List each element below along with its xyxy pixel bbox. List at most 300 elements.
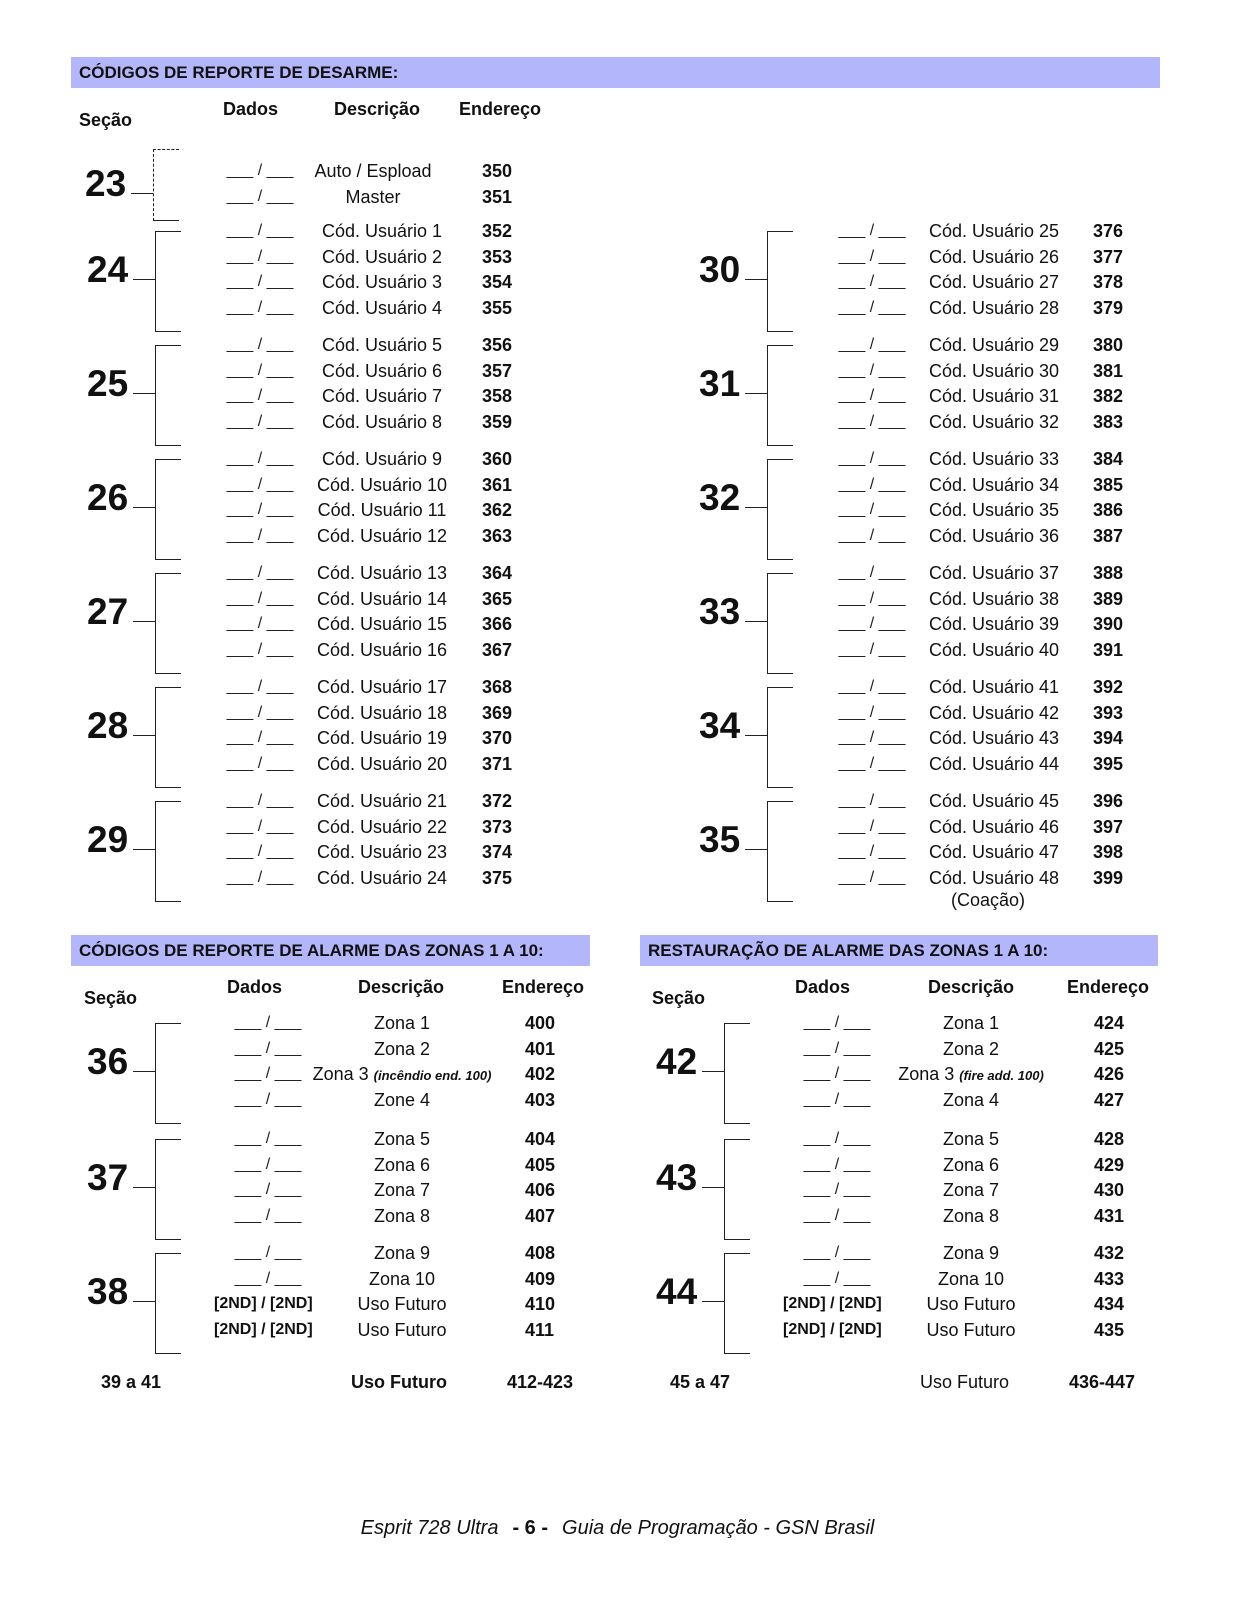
bracket-bottom-tick [767, 901, 793, 902]
row-description [292, 1206, 512, 1226]
data-entry-field[interactable]: ___ / ___ [226, 817, 294, 835]
data-entry-field[interactable]: ___ / ___ [838, 387, 906, 405]
row-address: 369 [482, 702, 513, 723]
data-entry-field[interactable]: ___ / ___ [234, 1181, 302, 1199]
row-description [272, 361, 492, 381]
bracket-top-tick [767, 687, 793, 688]
data-entry-field[interactable]: ___ / ___ [234, 1155, 302, 1173]
row-address: 400 [525, 1013, 556, 1033]
description-text: Zona 10 [937, 1268, 1005, 1289]
description-text: Cód. Usuário 7 [321, 386, 443, 407]
row-address: 433 [1094, 1268, 1125, 1289]
bracket-middle-tick [133, 507, 155, 508]
row-description [884, 526, 1104, 546]
description-text: Zona 3 [312, 1064, 369, 1085]
row-address: 353 [482, 246, 513, 267]
data-entry-field[interactable]: ___ / ___ [226, 615, 294, 633]
row-address: 390 [1093, 614, 1124, 635]
row-address: 359 [482, 412, 513, 433]
data-entry-field[interactable]: ___ / ___ [838, 527, 906, 545]
data-entry-field[interactable]: ___ / ___ [803, 1091, 871, 1109]
footer-title: Guia de Programação - GSN Brasil [562, 1517, 875, 1539]
row-address: 387 [1093, 526, 1124, 547]
restore-zones-banner: RESTAURAÇÃO DE ALARME DAS ZONAS 1 A 10: [640, 935, 1158, 966]
disarm-section-number: 29 [87, 818, 129, 860]
description-text: Cód. Usuário 11 [317, 500, 447, 521]
data-entry-field[interactable]: ___ / ___ [226, 273, 294, 291]
description-text: Uso Futuro [926, 1320, 1016, 1341]
row-description [272, 386, 492, 406]
restore-future-addr: 436-447 [1069, 1372, 1136, 1392]
row-description [292, 1180, 512, 1200]
bracket-vertical-line [767, 459, 768, 560]
data-entry-field[interactable]: ___ / ___ [803, 1065, 871, 1083]
alarm-section-number: 36 [87, 1040, 129, 1082]
data-entry-field[interactable]: ___ / ___ [803, 1207, 871, 1225]
row-description [884, 500, 1104, 520]
description-text: Cód. Usuário 9 [321, 449, 443, 469]
data-entry-field[interactable]: ___ / ___ [803, 1130, 871, 1147]
disarm-section-number: 35 [699, 818, 741, 860]
description-text: Zone 4 [373, 1090, 431, 1111]
data-entry-field[interactable]: ___ / ___ [226, 703, 294, 721]
row-description [292, 1155, 512, 1175]
description-text: Cód. Usuário 43 [928, 728, 1060, 749]
row-address: 380 [1093, 335, 1124, 355]
data-entry-field[interactable]: ___ / ___ [838, 678, 906, 695]
bracket-vertical-line [155, 573, 156, 674]
bracket-middle-tick [702, 1301, 724, 1302]
row-address: 371 [482, 754, 513, 775]
description-text: Cód. Usuário 41 [928, 677, 1060, 697]
row-address: 393 [1093, 702, 1124, 723]
row-address: 374 [482, 842, 513, 863]
data-entry-field[interactable]: ___ / ___ [226, 641, 294, 659]
description-text: Cód. Usuário 26 [928, 246, 1060, 267]
data-entry-field[interactable]: ___ / ___ [226, 755, 294, 773]
description-text: Cód. Usuário 3 [321, 272, 443, 293]
description-text: Cód. Usuário 42 [928, 702, 1060, 723]
description-text: Cód. Usuário 13 [316, 563, 448, 583]
description-text: Cód. Usuário 30 [928, 360, 1060, 381]
row-address: 383 [1093, 412, 1124, 433]
bracket-vertical-line [767, 687, 768, 788]
description-text: Cód. Usuário 15 [316, 614, 448, 635]
row-description [272, 449, 492, 469]
data-entry-field[interactable]: ___ / ___ [838, 413, 906, 431]
row-address: 434 [1094, 1294, 1125, 1315]
data-entry-field[interactable]: ___ / ___ [226, 361, 294, 379]
row-description [292, 1269, 512, 1289]
data-entry-field[interactable]: ___ / ___ [803, 1155, 871, 1173]
bracket-middle-tick [133, 1187, 155, 1188]
description-text: Zona 9 [373, 1243, 431, 1263]
data-entry-field[interactable]: ___ / ___ [838, 703, 906, 721]
row-address: 408 [525, 1243, 556, 1263]
data-entry-field[interactable]: ___ / ___ [226, 387, 294, 405]
description-text: Zona 5 [373, 1129, 431, 1149]
bracket-vertical-line [155, 1139, 156, 1240]
data-entry-field[interactable]: ___ / ___ [838, 475, 906, 493]
row-address: 381 [1093, 360, 1124, 381]
row-address: 367 [482, 640, 513, 661]
bracket-top-tick [155, 1139, 181, 1140]
data-entry-field[interactable]: ___ / ___ [234, 1065, 302, 1083]
row-description [884, 842, 1104, 862]
alarm-future-addr: 412-423 [507, 1372, 574, 1392]
data-entry-field[interactable]: ___ / ___ [803, 1039, 871, 1057]
row-description [272, 563, 492, 583]
row-address: 426 [1094, 1064, 1125, 1085]
data-entry-field[interactable]: ___ / ___ [234, 1269, 302, 1287]
row-description [884, 386, 1104, 406]
data-entry-field[interactable]: ___ / ___ [226, 564, 294, 581]
bracket-bottom-tick [155, 331, 181, 332]
data-entry-field[interactable]: ___ / ___ [234, 1130, 302, 1147]
row-address: 385 [1093, 474, 1124, 495]
restore-header-dados: Dados [795, 977, 851, 997]
data-entry-field[interactable]: [2ND] / [2ND] [214, 1295, 313, 1313]
row-description [272, 298, 492, 318]
data-entry-field[interactable]: ___ / ___ [226, 450, 294, 467]
row-address: 355 [482, 298, 513, 319]
bracket-middle-tick [133, 621, 155, 622]
bracket-middle-tick [745, 621, 767, 622]
data-entry-field[interactable]: ___ / ___ [838, 641, 906, 659]
data-entry-field[interactable]: ___ / ___ [838, 299, 906, 317]
disarm-section-number: 24 [87, 248, 129, 290]
data-entry-field[interactable]: ___ / ___ [226, 187, 294, 205]
description-text: Cód. Usuário 14 [316, 588, 448, 609]
data-entry-field[interactable]: ___ / ___ [838, 843, 906, 861]
bracket-vertical-line [767, 345, 768, 446]
row-description [861, 1206, 1081, 1226]
data-entry-field[interactable]: ___ / ___ [226, 792, 294, 809]
bracket-vertical-line [724, 1023, 725, 1124]
data-entry-field[interactable]: ___ / ___ [838, 755, 906, 773]
bracket-vertical-line [155, 345, 156, 446]
data-entry-field[interactable]: ___ / ___ [226, 222, 294, 239]
row-address: 409 [525, 1268, 556, 1289]
description-text: Cód. Usuário 28 [928, 298, 1060, 319]
data-entry-field[interactable]: ___ / ___ [234, 1014, 302, 1031]
row-address: 351 [482, 186, 513, 207]
row-description [861, 1243, 1081, 1263]
bracket-top-tick [155, 1253, 181, 1254]
row-description [272, 272, 492, 292]
bracket-vertical-line [155, 231, 156, 332]
data-entry-field[interactable]: ___ / ___ [234, 1207, 302, 1225]
page-footer [0, 1517, 1235, 1540]
description-text: Cód. Usuário 45 [928, 791, 1060, 811]
bracket-middle-tick [133, 279, 155, 280]
description-text: Zona 3 [898, 1064, 955, 1085]
description-text: Cód. Usuário 36 [928, 526, 1060, 547]
row-address: 428 [1094, 1129, 1125, 1149]
description-text: Zona 7 [373, 1180, 431, 1201]
row-description [884, 868, 1104, 888]
row-description [272, 526, 492, 546]
description-text: Cód. Usuário 39 [928, 614, 1060, 635]
data-entry-field[interactable]: ___ / ___ [838, 869, 906, 887]
row-description [272, 640, 492, 660]
row-description [272, 614, 492, 634]
disarm-section-number: 27 [87, 590, 129, 632]
row-description [884, 272, 1104, 292]
header-descricao: Descrição [334, 99, 421, 119]
bracket-top-tick [155, 231, 181, 232]
row-description [272, 842, 492, 862]
bracket-middle-tick [133, 849, 155, 850]
data-entry-field[interactable]: ___ / ___ [803, 1181, 871, 1199]
data-entry-field[interactable]: ___ / ___ [234, 1244, 302, 1261]
data-entry-field[interactable]: ___ / ___ [226, 589, 294, 607]
row-address: 399 [1093, 868, 1124, 889]
header-dados: Dados [223, 99, 279, 119]
description-text: Cód. Usuário 2 [321, 246, 443, 267]
bracket-top-tick [767, 231, 793, 232]
bracket-middle-tick [745, 507, 767, 508]
bracket-top-tick [724, 1253, 750, 1254]
data-entry-field[interactable]: ___ / ___ [226, 247, 294, 265]
data-entry-field[interactable]: ___ / ___ [226, 843, 294, 861]
description-text: Zona 2 [373, 1038, 431, 1059]
row-description [884, 449, 1104, 469]
data-entry-field[interactable]: ___ / ___ [234, 1039, 302, 1057]
data-entry-field[interactable]: [2ND] / [2ND] [783, 1321, 882, 1339]
row-address: 429 [1094, 1154, 1125, 1175]
data-entry-field[interactable]: ___ / ___ [838, 792, 906, 809]
bracket-vertical-line [155, 459, 156, 560]
description-text: Cód. Usuário 10 [316, 474, 448, 495]
row-description [884, 563, 1104, 583]
bracket-top-tick [767, 459, 793, 460]
row-address: 372 [482, 791, 513, 811]
data-entry-field[interactable]: ___ / ___ [838, 817, 906, 835]
description-text: Cód. Usuário 38 [928, 588, 1060, 609]
disarm-section-number: 34 [699, 704, 741, 746]
bracket-bottom-tick [767, 787, 793, 788]
description-text: Cód. Usuário 32 [928, 412, 1060, 433]
disarm-section-number: 28 [87, 704, 129, 746]
data-entry-field[interactable]: ___ / ___ [838, 336, 906, 353]
row-address: 375 [482, 868, 513, 889]
row-address: 411 [525, 1320, 555, 1341]
description-text: Zona 9 [942, 1243, 1000, 1263]
disarm-codes-banner: CÓDIGOS DE REPORTE DE DESARME: [71, 57, 1160, 88]
row-address: 362 [482, 500, 513, 521]
row-address: 377 [1093, 246, 1124, 267]
data-entry-field[interactable]: ___ / ___ [226, 527, 294, 545]
description-text: Cód. Usuário 24 [316, 868, 448, 889]
row-address: 356 [482, 335, 513, 355]
row-description [884, 677, 1104, 697]
row-description [861, 1129, 1081, 1149]
row-address: 403 [525, 1090, 556, 1111]
bracket-middle-tick [133, 1071, 155, 1072]
data-entry-field[interactable]: ___ / ___ [838, 247, 906, 265]
data-entry-field[interactable]: ___ / ___ [803, 1244, 871, 1261]
row-address: 354 [482, 272, 513, 293]
data-entry-field[interactable]: ___ / ___ [838, 501, 906, 519]
row-description [272, 335, 492, 355]
bracket-vertical-line [767, 231, 768, 332]
data-entry-field[interactable]: ___ / ___ [226, 678, 294, 695]
row-description [884, 475, 1104, 495]
bracket-vertical-line [724, 1139, 725, 1240]
bracket-bottom-tick [155, 445, 181, 446]
description-note: (fire add. 100) [959, 1068, 1044, 1084]
row-description [263, 187, 483, 207]
row-description [292, 1320, 512, 1340]
row-description [292, 1243, 512, 1263]
restore-future-desc: Uso Futuro [920, 1372, 1010, 1392]
row-description [292, 1294, 512, 1314]
disarm-section-number: 23 [85, 162, 127, 204]
bracket-top-tick [767, 345, 793, 346]
row-description [272, 221, 492, 241]
data-entry-field[interactable]: ___ / ___ [226, 501, 294, 519]
description-text: Cód. Usuário 20 [316, 754, 448, 775]
row-address: 373 [482, 816, 513, 837]
data-entry-field[interactable]: ___ / ___ [226, 336, 294, 353]
row-address: 364 [482, 563, 513, 583]
row-address: 425 [1094, 1038, 1125, 1059]
description-text: Cód. Usuário 23 [316, 842, 448, 863]
row-description [884, 589, 1104, 609]
bracket-bottom-tick [724, 1123, 750, 1124]
row-description [861, 1320, 1081, 1340]
description-text: Uso Futuro [357, 1294, 447, 1315]
data-entry-field[interactable]: [2ND] / [2ND] [214, 1321, 313, 1339]
description-text: Cód. Usuário 12 [316, 526, 448, 547]
bracket-middle-tick [745, 393, 767, 394]
row-description [884, 791, 1104, 811]
bracket-vertical-line [155, 687, 156, 788]
row-description [884, 221, 1104, 241]
bracket-middle-tick [745, 279, 767, 280]
row-address: 357 [482, 360, 513, 381]
description-text: Cód. Usuário 21 [316, 791, 448, 811]
row-description [884, 335, 1104, 355]
row-description [884, 817, 1104, 837]
bracket-bottom-tick [155, 1239, 181, 1240]
data-entry-field[interactable]: ___ / ___ [226, 299, 294, 317]
data-entry-field[interactable]: ___ / ___ [838, 615, 906, 633]
data-entry-field[interactable]: ___ / ___ [803, 1014, 871, 1031]
data-entry-field[interactable]: ___ / ___ [226, 162, 294, 179]
description-note: (incêndio end. 100) [373, 1068, 492, 1084]
data-entry-field[interactable]: ___ / ___ [803, 1269, 871, 1287]
bracket-vertical-line [155, 1023, 156, 1124]
disarm-section-number: 32 [699, 476, 741, 518]
data-entry-field[interactable]: ___ / ___ [838, 273, 906, 291]
description-text: Zona 1 [942, 1013, 1000, 1033]
alarm-section-number: 37 [87, 1156, 129, 1198]
row-description [861, 1090, 1081, 1110]
bracket-vertical-line [724, 1253, 725, 1354]
row-description [272, 500, 492, 520]
description-text: Cód. Usuário 29 [928, 335, 1060, 355]
disarm-section-number: 33 [699, 590, 741, 632]
bracket-top-tick [155, 1023, 181, 1024]
alarm-future-sections: 39 a 41 [101, 1372, 162, 1392]
row-address: 370 [482, 728, 513, 749]
alarm-header-dados: Dados [227, 977, 283, 997]
disarm-section-number: 31 [699, 362, 741, 404]
restore-header-secao: Seção [652, 988, 706, 1008]
bracket-bottom-tick [767, 559, 793, 560]
bracket-vertical-line [767, 801, 768, 902]
bracket-top-tick [767, 801, 793, 802]
row-address: 401 [525, 1038, 556, 1059]
row-address: 360 [482, 449, 513, 469]
row-address: 366 [482, 614, 513, 635]
description-text: Zona 8 [373, 1206, 431, 1227]
restore-header-endereco: Endereço [1067, 977, 1150, 997]
data-entry-field[interactable]: ___ / ___ [226, 869, 294, 887]
description-text: Auto / Espload [314, 161, 432, 181]
alarm-section-number: 38 [87, 1270, 129, 1312]
bracket-middle-tick [702, 1071, 724, 1072]
bracket-vertical-line [153, 149, 154, 221]
description-text: Zona 2 [942, 1038, 1000, 1059]
data-entry-field[interactable]: ___ / ___ [838, 729, 906, 747]
row-description [272, 868, 492, 888]
row-description [272, 589, 492, 609]
description-text: Cód. Usuário 4 [321, 298, 443, 319]
data-entry-field[interactable]: ___ / ___ [234, 1091, 302, 1109]
bracket-top-tick [724, 1139, 750, 1140]
data-entry-field[interactable]: ___ / ___ [838, 564, 906, 581]
row-address: 398 [1093, 842, 1124, 863]
bracket-bottom-tick [767, 331, 793, 332]
data-entry-field[interactable]: ___ / ___ [226, 475, 294, 493]
row-address: 402 [525, 1064, 556, 1085]
row-address: 389 [1093, 588, 1124, 609]
row-description [884, 754, 1104, 774]
data-entry-field[interactable]: ___ / ___ [226, 729, 294, 747]
description-text: Zona 5 [942, 1129, 1000, 1149]
data-entry-field[interactable]: ___ / ___ [226, 413, 294, 431]
description-text: Cód. Usuário 35 [928, 500, 1060, 521]
restore-section-number: 43 [656, 1156, 698, 1198]
description-text: Cód. Usuário 19 [316, 728, 448, 749]
row-address: 379 [1093, 298, 1124, 319]
row-address: 378 [1093, 272, 1124, 293]
data-entry-field[interactable]: ___ / ___ [838, 589, 906, 607]
description-text: Cód. Usuário 33 [928, 449, 1060, 469]
data-entry-field[interactable]: ___ / ___ [838, 361, 906, 379]
row-address: 382 [1093, 386, 1124, 407]
row-description [884, 614, 1104, 634]
row-description [884, 361, 1104, 381]
bracket-top-tick [155, 687, 181, 688]
description-text: Zona 6 [373, 1154, 431, 1175]
bracket-bottom-tick [155, 787, 181, 788]
footer-product: Esprit 728 Ultra [360, 1517, 499, 1539]
data-entry-field[interactable]: [2ND] / [2ND] [783, 1295, 882, 1313]
row-description [884, 640, 1104, 660]
bracket-vertical-line [767, 573, 768, 674]
data-entry-field[interactable]: ___ / ___ [838, 450, 906, 467]
row-description [884, 703, 1104, 723]
data-entry-field[interactable]: ___ / ___ [838, 222, 906, 239]
description-text: Zona 4 [942, 1090, 1000, 1111]
footer-page-number: - 6 - [512, 1517, 549, 1539]
row-description [292, 1039, 512, 1059]
description-text: Cód. Usuário 8 [321, 412, 443, 433]
